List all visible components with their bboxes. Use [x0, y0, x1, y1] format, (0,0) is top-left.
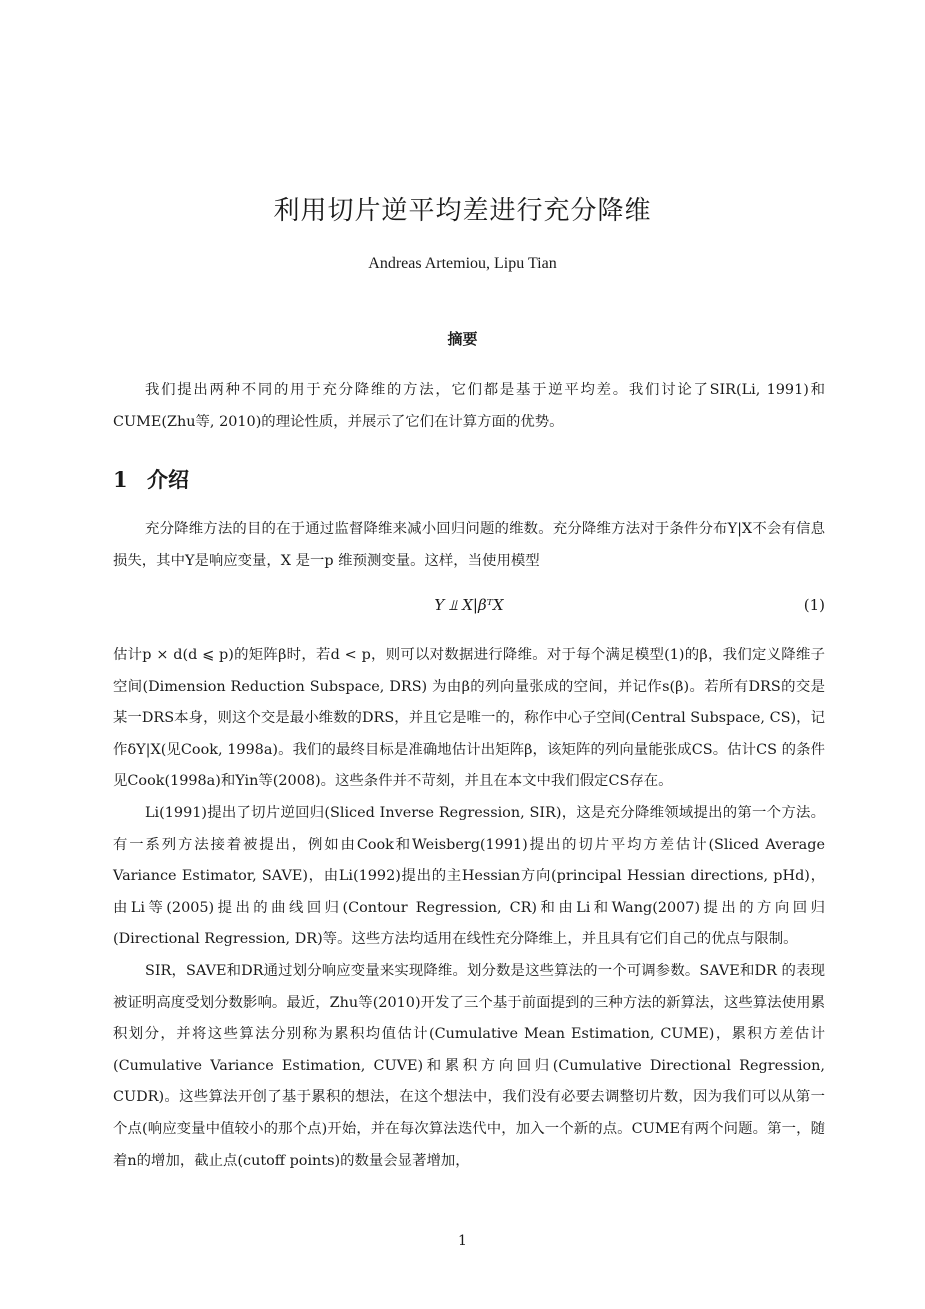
- paragraph-1-block: [113, 514, 825, 577]
- section-title: 介绍: [147, 467, 189, 492]
- paper-title: 利用切片逆平均差进行充分降维: [273, 196, 652, 226]
- paragraph-1: 充分降维方法的目的在于通过监督降维来减小回归问题的维数。充分降维方法对于条件分布Y|X不会有信息损失，其中Y是响应变量，X 是一p 维预测变量。这样，当使用模型: [113, 521, 825, 569]
- equation-formula: Y ⫫ X|βᵀX: [434, 596, 504, 614]
- page-number: 1: [458, 1233, 467, 1249]
- abstract-heading: 摘要: [447, 330, 478, 348]
- equation-1: [113, 594, 825, 622]
- abstract-text: 我们提出两种不同的用于充分降维的方法，它们都是基于逆平均差。我们讨论了SIR(Li, 1991)和CUME(Zhu等, 2010)的理论性质，并展示了它们在计算方面的优势。: [113, 382, 825, 430]
- paragraph-4: SIR，SAVE和DR通过划分响应变量来实现降维。划分数是这些算法的一个可调参数。SAVE和DR 的表现被证明高度受划分数影响。最近，Zhu等(2010)开发了三个基于前面提到的三种方法的新算法，这些算法使用累积划分，并将这些算法分别称为累积均值估计(Cumulative Mean Estimation, CUME)，累积方差估计(Cumulative Variance Estimation, CUVE)和累积方向回归(Cumulative Directional Regression, CUDR)。这些算法开创了基于累积的想法，在这个想法中，我们没有必要去调整切片数，因为我们可以从第一个点(响应变量中值较小的那个点)开始，并在每次算法迭代中，加入一个新的点。CUME有两个问题。第一，随着n的增加，截止点(cutoff points)的数量会显著增加，: [113, 962, 825, 1169]
- section-number: 1: [113, 467, 128, 492]
- body-paragraphs: [113, 640, 825, 1177]
- paragraph-2: 估计p × d(d ⩽ p)的矩阵β时，若d < p，则可以对数据进行降维。对于每个满足模型(1)的β，我们定义降维子空间(Dimension Reduction Subspace, DRS) 为由β的列向量张成的空间，并记作s(β)。若所有DRS的交是某一DRS本身，则这个交是最小维数的DRS，并且它是唯一的，称作中心子空间(Central Subspace, CS)，记作δY|X(见Cook, 1998a)。我们的最终目标是准确地估计出矩阵β，该矩阵的列向量能张成CS。估计CS 的条件见Cook(1998a)和Yin等(2008)。这些条件并不苛刻，并且在本文中我们假定CS存在。: [113, 647, 825, 790]
- section-heading: [113, 464, 189, 494]
- authors: Andreas Artemiou, Lipu Tian: [368, 255, 557, 272]
- paragraph-3: Li(1991)提出了切片逆回归(Sliced Inverse Regression, SIR)，这是充分降维领域提出的第一个方法。有一系列方法接着被提出，例如由Cook和Weisberg(1991)提出的切片平均方差估计(Sliced Average Variance Estimator, SAVE)，由Li(1992)提出的主Hessian方向(principal Hessian directions, pHd)，由Li等(2005)提出的曲线回归(Contour Regression, CR)和由Li和Wang(2007)提出的方向回归(Directional Regression, DR)等。这些方法均适用在线性充分降维上，并且具有它们自己的优点与限制。: [113, 804, 825, 948]
- equation-number: (1): [803, 596, 825, 614]
